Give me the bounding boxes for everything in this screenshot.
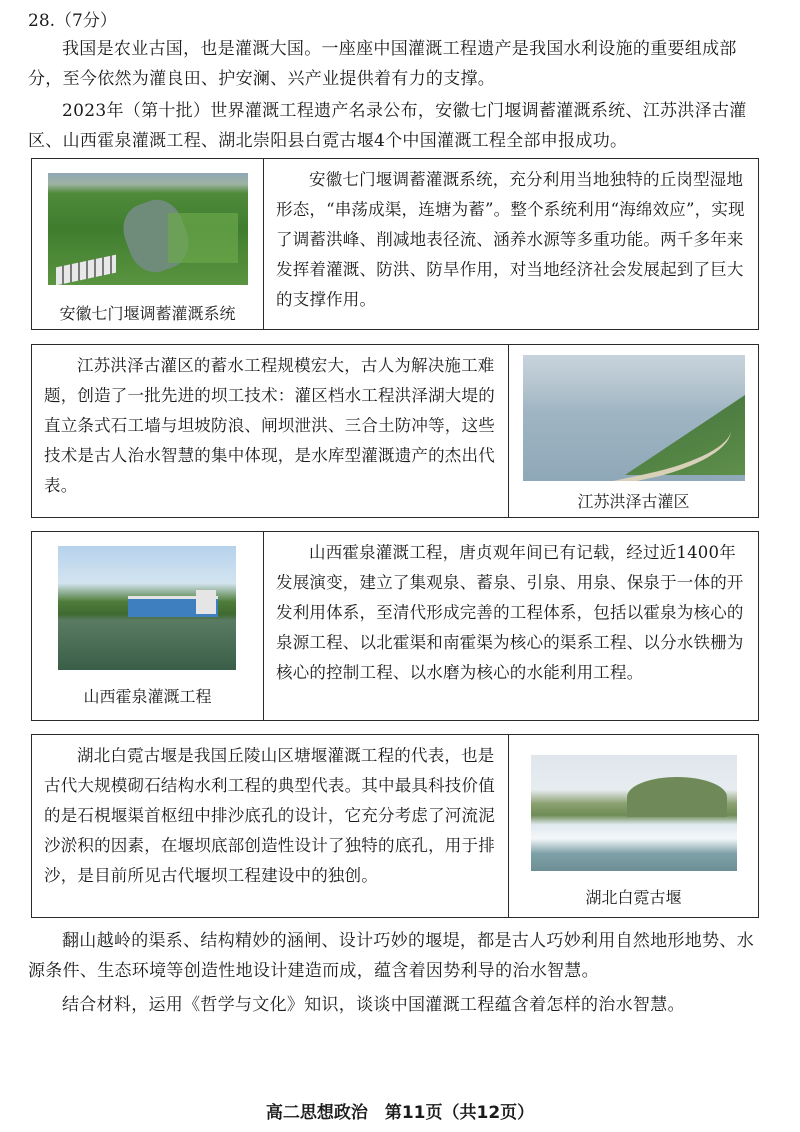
closing-paragraph-1: 翻山越岭的渠系、结构精妙的涵闸、设计巧妙的堰堤，都是古人巧妙利用自然地形地势、水源条件、生态环境等创造性地设计建造而成，蕴含着因势利导的治水智慧。 [28,931,754,981]
heritage-box-anhui [31,158,759,330]
jiangsu-photo [523,355,745,481]
box-text: 江苏洪泽古灌区的蓄水工程规模宏大，古人为解决施工难题，创造了一批先进的坝工技术：灌区档水工程洪泽湖大堤的直立条式石工墙与坦坡防浪、闸坝泄洪、三合土防冲等，这些技术是古人治水智慧的集中体现，是水库型灌溉遗产的杰出代表。 [44,356,495,495]
image-caption: 江苏洪泽古灌区 [577,492,690,511]
hubei-photo [531,755,737,871]
heritage-box-shanxi [31,531,759,721]
image-caption: 山西霍泉灌溉工程 [83,687,212,706]
page-footer: 高二思想政治 第11页（共12页） [265,1103,535,1123]
image-cell [508,735,758,917]
box-text: 湖北白霓古堰是我国丘陵山区塘堰灌溉工程的代表，也是古代大规模砌石结构水利工程的典型代表。其中最具科技价值的是石梘堰渠首枢纽中排沙底孔的设计，它充分考虑了河流泥沙淤积的因素，在堰坝底部创造性设计了独特的底孔，用于排沙，是目前所见古代堰坝工程建设中的独创。 [44,746,495,885]
heritage-box-jiangsu [31,344,759,518]
question-number: 28.（7分） [28,11,117,31]
image-cell [508,345,758,517]
image-cell [32,159,264,329]
shanxi-photo [58,546,236,670]
image-cell [32,532,264,720]
image-caption: 湖北白霓古堰 [585,888,682,907]
box-text: 安徽七门堰调蓄灌溉系统，充分利用当地独特的丘岗型湿地形态，“串荡成渠，连塘为蓄”。整个系统利用“海绵效应”，实现了调蓄洪峰、削减地表径流、涵养水源等多重功能。两千多年来发挥着灌溉、防洪、防旱作用，对当地经济社会发展起到了巨大的支撑作用。 [276,170,745,309]
anhui-photo [48,173,248,285]
intro-paragraph-2: 2023年（第十批）世界灌溉工程遗产名录公布，安徽七门堰调蓄灌溉系统、江苏洪泽古灌区、山西霍泉灌溉工程、湖北崇阳县白霓古堰4个中国灌溉工程全部申报成功。 [28,101,747,151]
intro-paragraph-1: 我国是农业古国，也是灌溉大国。一座座中国灌溉工程遗产是我国水利设施的重要组成部分，至今依然为灌良田、护安澜、兴产业提供着有力的支撑。 [28,39,737,89]
question-prompt: 结合材料，运用《哲学与文化》知识，谈谈中国灌溉工程蕴含着怎样的治水智慧。 [62,995,685,1015]
image-caption: 安徽七门堰调蓄灌溉系统 [59,304,236,323]
heritage-box-hubei [31,734,759,918]
box-text: 山西霍泉灌溉工程，唐贞观年间已有记载，经过近1400年发展演变，建立了集观泉、蓄泉、引泉、用泉、保泉于一体的开发利用体系，至清代形成完善的工程体系，包括以霍泉为核心的泉源工程、以北霍渠和南霍渠为核心的渠系工程、以分水铁栅为核心的控制工程、以水磨为核心的水能利用工程。 [276,543,744,682]
